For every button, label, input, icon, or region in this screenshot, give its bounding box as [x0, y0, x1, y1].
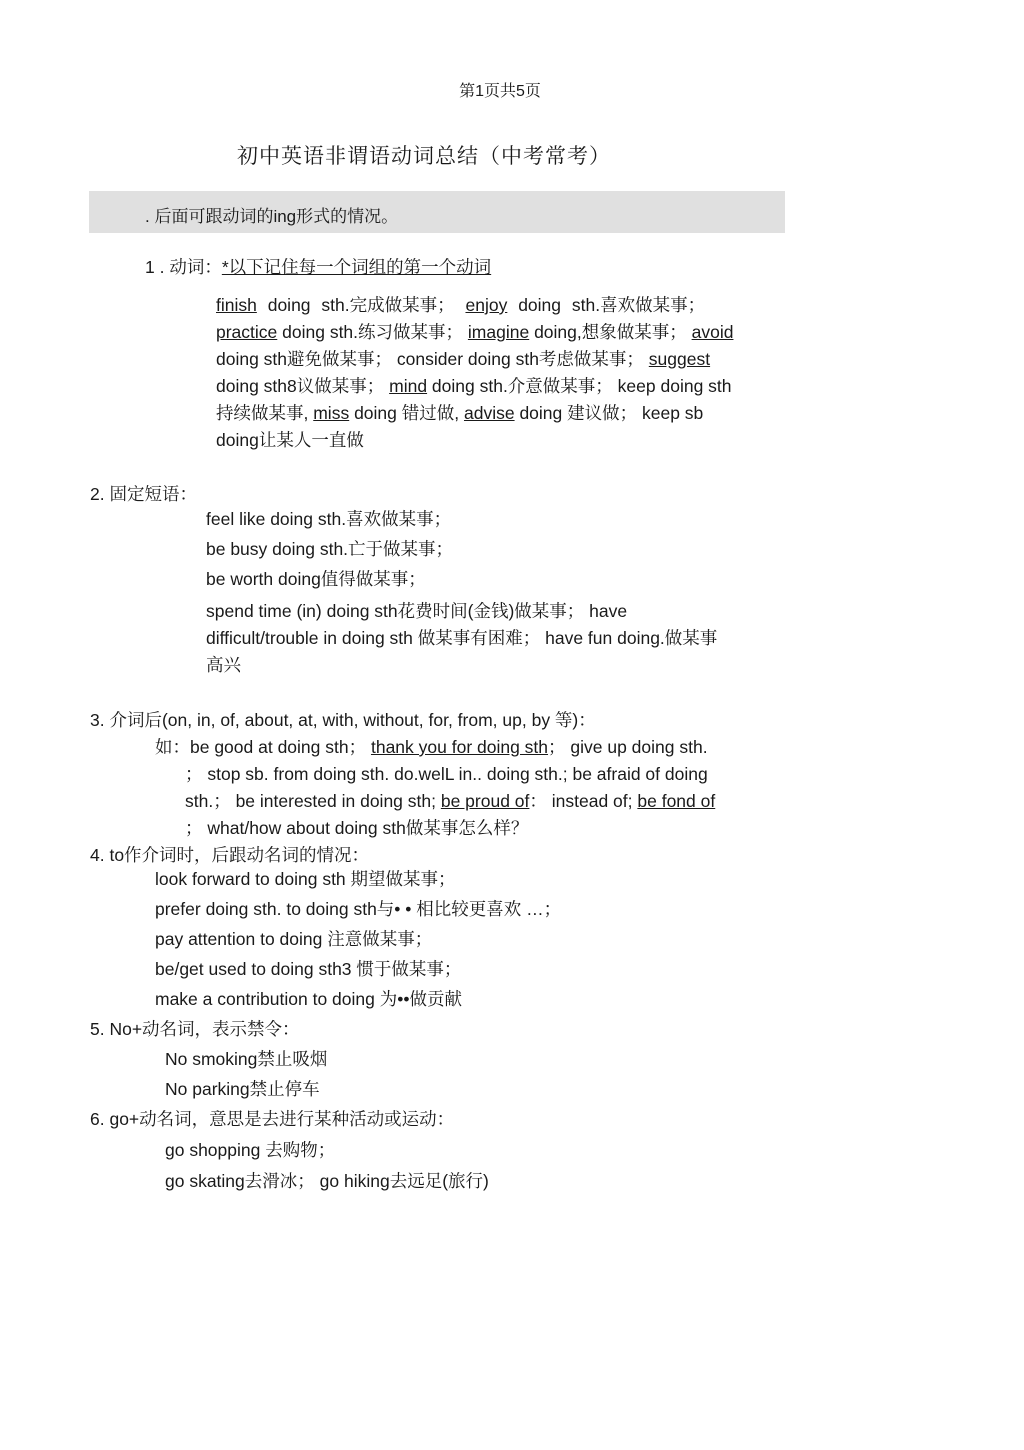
- page-number: 第1页共5页: [459, 83, 541, 100]
- preposition-line-4: ； what/how about doing sth做某事怎么样？: [185, 818, 529, 838]
- verb-text: doing sth.喜欢做某事；: [507, 295, 706, 315]
- preposition-text: sth.； be interested in doing sth;: [185, 791, 441, 811]
- verb-text: doing sth避免做某事； consider doing sth考虑做某事；: [216, 349, 649, 369]
- phrase-line: 高兴: [206, 655, 241, 675]
- verb-text: doing sth.练习做某事；: [277, 322, 468, 342]
- preposition-line-2: ； stop sb. from doing sth. do.welL in.. doing sth.; be afraid of doing: [185, 764, 708, 784]
- document-title: 初中英语非谓语动词总结（中考常考）: [237, 144, 611, 168]
- phrase-line: be busy doing sth.亡于做某事；: [206, 539, 454, 559]
- prohibition-line: No smoking禁止吸烟: [165, 1049, 328, 1069]
- preposition-text: ： instead of;: [529, 791, 638, 811]
- to-phrase-line: look forward to doing sth 期望做某事；: [155, 869, 456, 889]
- section-1-heading: [145, 254, 491, 280]
- verb-text: doing 错过做,: [349, 403, 464, 423]
- verb-text: doing 建议做； keep sb: [514, 403, 704, 423]
- phrase-line: be worth doing值得做某事；: [206, 569, 426, 589]
- activity-line: go shopping 去购物；: [165, 1140, 336, 1160]
- section-1-number: 1 .: [145, 257, 165, 277]
- section-1-note: *以下记住每一个词组的第一个动词: [221, 257, 492, 277]
- section-banner-text: . 后面可跟动词的ing形式的情况。: [145, 207, 399, 226]
- verb-row-2: [216, 319, 733, 345]
- verb-text: 持续做某事,: [216, 403, 314, 423]
- preposition-underlined: be proud of: [440, 791, 530, 811]
- verb-text: doing sth.介意做某事； keep doing sth: [427, 376, 732, 396]
- verb-miss: miss: [313, 403, 350, 423]
- verb-practice: practice: [216, 322, 278, 342]
- section-1-label: 动词：: [169, 257, 222, 277]
- verb-text: doing,想象做某事；: [529, 322, 692, 342]
- verb-text: doing sth.完成做某事；: [256, 295, 466, 315]
- section-4-heading: 4. to作介词时，后跟动名词的情况：: [90, 845, 370, 865]
- section-3-heading: 3. 介词后(on, in, of, about, at, with, without, for, from, up, by 等)：: [90, 710, 596, 730]
- section-5-heading: 5. No+动名词，表示禁令：: [90, 1019, 300, 1039]
- verb-text: doing让某人一直做: [216, 430, 364, 450]
- preposition-underlined: be fond of: [637, 791, 716, 811]
- section-6-heading: 6. go+动名词，意思是去进行某种活动或运动：: [90, 1109, 455, 1129]
- to-phrase-line: prefer doing sth. to doing sth与• • 相比较更喜欢 …；: [155, 899, 562, 919]
- phrase-line: feel like doing sth.喜欢做某事；: [206, 509, 452, 529]
- phrase-line: difficult/trouble in doing sth 做某事有困难； have fun doing.做某事: [206, 628, 718, 648]
- verb-row-4: [216, 373, 732, 399]
- to-phrase-line: pay attention to doing 注意做某事；: [155, 929, 433, 949]
- to-phrase-line: make a contribution to doing 为••做贡献: [155, 989, 462, 1009]
- verb-finish: finish: [216, 295, 257, 315]
- preposition-text: 如：be good at doing sth；: [155, 737, 371, 757]
- verb-imagine: imagine: [467, 322, 530, 342]
- preposition-line-3: [185, 788, 715, 814]
- verb-mind: mind: [389, 376, 428, 396]
- verb-row-3: [216, 346, 710, 372]
- preposition-text: ； give up doing sth.: [548, 737, 708, 757]
- to-phrase-line: be/get used to doing sth3 惯于做某事；: [155, 959, 462, 979]
- verb-row-6: [216, 427, 364, 453]
- verb-suggest: suggest: [648, 349, 711, 369]
- preposition-underlined: thank you for doing sth: [370, 737, 549, 757]
- verb-row-1: [216, 292, 782, 318]
- section-2-heading: 2. 固定短语：: [90, 484, 197, 504]
- verb-enjoy: enjoy: [465, 295, 508, 315]
- prohibition-line: No parking禁止停车: [165, 1079, 320, 1099]
- verb-advise: advise: [463, 403, 515, 423]
- verb-text: doing sth8议做某事；: [216, 376, 390, 396]
- verb-avoid: avoid: [691, 322, 734, 342]
- preposition-line-1: [155, 734, 708, 760]
- verb-row-5: [216, 400, 703, 426]
- phrase-line: spend time (in) doing sth花费时间(金钱)做某事； have: [206, 601, 628, 621]
- activity-line: go skating去滑冰； go hiking去远足(旅行): [165, 1171, 489, 1191]
